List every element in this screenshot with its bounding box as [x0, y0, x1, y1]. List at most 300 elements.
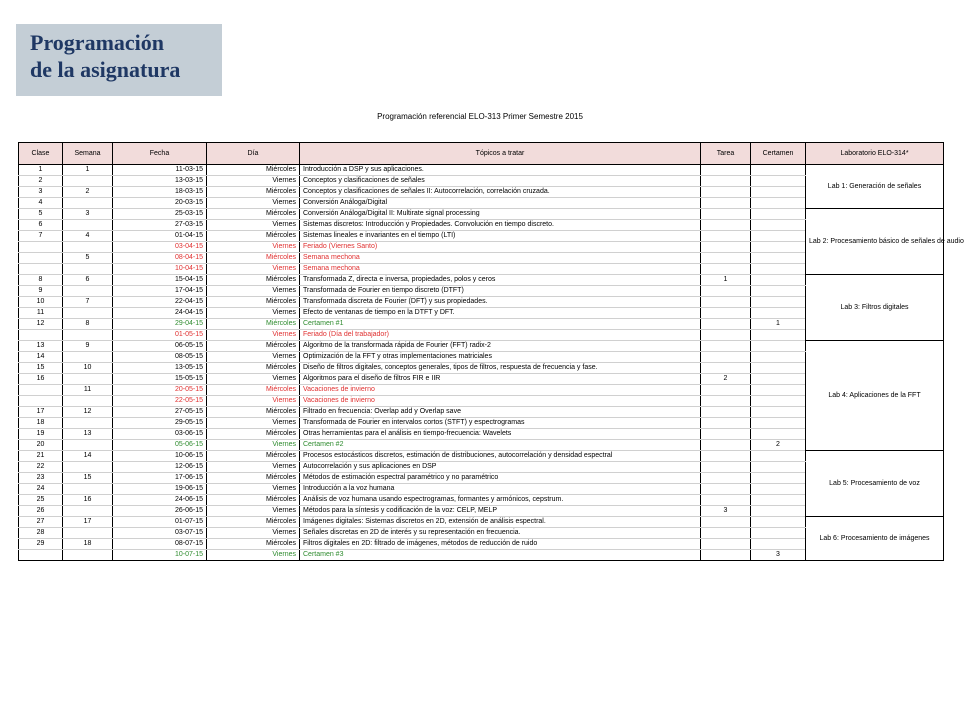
- row-clase: 18: [19, 418, 63, 429]
- row-certamen: [751, 363, 806, 374]
- row-dia: Viernes: [207, 440, 300, 451]
- table-row: [19, 517, 944, 528]
- row-semana: [63, 198, 113, 209]
- row-certamen: [751, 220, 806, 231]
- table-row: [19, 253, 944, 264]
- row-certamen: 3: [751, 550, 806, 561]
- row-certamen: [751, 418, 806, 429]
- row-tarea: [701, 429, 751, 440]
- row-dia: Viernes: [207, 198, 300, 209]
- row-dia: Viernes: [207, 506, 300, 517]
- row-tarea: [701, 231, 751, 242]
- row-clase: 4: [19, 198, 63, 209]
- row-semana: [63, 374, 113, 385]
- table-row: [19, 462, 944, 473]
- table-row: [19, 220, 944, 231]
- row-dia: Viernes: [207, 374, 300, 385]
- row-tarea: [701, 330, 751, 341]
- table-row: [19, 231, 944, 242]
- row-clase: [19, 264, 63, 275]
- row-semana: [63, 220, 113, 231]
- row-topico: Métodos de estimación espectral paramétrico y no paramétrico: [300, 473, 701, 484]
- row-dia: Miércoles: [207, 231, 300, 242]
- row-clase: 23: [19, 473, 63, 484]
- row-topico: Diseño de filtros digitales, conceptos generales, tipos de filtros, respuesta de frecuencia y fase.: [300, 363, 701, 374]
- row-dia: Miércoles: [207, 319, 300, 330]
- row-fecha: 08-04-15: [113, 253, 207, 264]
- row-semana: [63, 352, 113, 363]
- row-certamen: [751, 308, 806, 319]
- row-topico: Sistemas discretos: Introducción y Propiedades. Convolución en tiempo discreto.: [300, 220, 701, 231]
- row-clase: 9: [19, 286, 63, 297]
- row-topico: Transformada Z, directa e inversa, propiedades, polos y ceros: [300, 275, 701, 286]
- row-topico: Filtrado en frecuencia: Overlap add y Overlap save: [300, 407, 701, 418]
- row-clase: 8: [19, 275, 63, 286]
- row-clase: 27: [19, 517, 63, 528]
- row-clase: [19, 385, 63, 396]
- row-tarea: [701, 407, 751, 418]
- row-clase: [19, 242, 63, 253]
- row-clase: [19, 253, 63, 264]
- row-tarea: [701, 418, 751, 429]
- row-certamen: [751, 374, 806, 385]
- row-semana: 15: [63, 473, 113, 484]
- row-topico: Procesos estocásticos discretos, estimación de distribuciones, autocorrelación y densidad espectral: [300, 451, 701, 462]
- header-tarea: Tarea: [701, 143, 751, 165]
- row-tarea: [701, 484, 751, 495]
- header-fecha: Fecha: [113, 143, 207, 165]
- row-clase: 16: [19, 374, 63, 385]
- table-row: [19, 374, 944, 385]
- row-semana: 12: [63, 407, 113, 418]
- row-fecha: 01-07-15: [113, 517, 207, 528]
- row-certamen: [751, 407, 806, 418]
- row-certamen: [751, 539, 806, 550]
- row-semana: 13: [63, 429, 113, 440]
- row-topico: Algoritmos para el diseño de filtros FIR e IIR: [300, 374, 701, 385]
- row-dia: Viernes: [207, 308, 300, 319]
- row-topico: Métodos para la síntesis y codificación de la voz: CELP, MELP: [300, 506, 701, 517]
- row-certamen: 2: [751, 440, 806, 451]
- row-topico: Transformada de Fourier en intervalos cortos (STFT) y espectrogramas: [300, 418, 701, 429]
- row-fecha: 15-05-15: [113, 374, 207, 385]
- row-semana: [63, 396, 113, 407]
- table-row: [19, 440, 944, 451]
- row-certamen: [751, 473, 806, 484]
- row-fecha: 10-04-15: [113, 264, 207, 275]
- row-tarea: [701, 341, 751, 352]
- row-tarea: [701, 517, 751, 528]
- table-row: [19, 176, 944, 187]
- row-tarea: [701, 198, 751, 209]
- table-row: [19, 209, 944, 220]
- table-row: [19, 363, 944, 374]
- row-certamen: [751, 176, 806, 187]
- row-semana: 16: [63, 495, 113, 506]
- row-certamen: [751, 330, 806, 341]
- title-box: [16, 24, 222, 96]
- table-row: [19, 495, 944, 506]
- row-tarea: [701, 242, 751, 253]
- header-topicos: Tópicos a tratar: [300, 143, 701, 165]
- row-dia: Miércoles: [207, 407, 300, 418]
- table-row: [19, 308, 944, 319]
- row-topico: Certamen #1: [300, 319, 701, 330]
- row-tarea: [701, 165, 751, 176]
- row-tarea: [701, 176, 751, 187]
- row-semana: 5: [63, 253, 113, 264]
- table-row: [19, 396, 944, 407]
- row-topico: Certamen #2: [300, 440, 701, 451]
- row-topico: Conceptos y clasificaciones de señales II: Autocorrelación, correlación cruzada.: [300, 187, 701, 198]
- row-dia: Miércoles: [207, 495, 300, 506]
- row-clase: 3: [19, 187, 63, 198]
- row-tarea: [701, 286, 751, 297]
- row-fecha: 22-04-15: [113, 297, 207, 308]
- row-dia: Viernes: [207, 264, 300, 275]
- row-certamen: [751, 385, 806, 396]
- row-fecha: 17-06-15: [113, 473, 207, 484]
- row-certamen: [751, 396, 806, 407]
- lab-cell: Lab 3: Filtros digitales: [806, 275, 944, 341]
- lab-cell: Lab 6: Procesamiento de imágenes: [806, 517, 944, 561]
- row-topico: Feriado (Viernes Santo): [300, 242, 701, 253]
- row-tarea: [701, 220, 751, 231]
- row-fecha: 26-06-15: [113, 506, 207, 517]
- row-dia: Miércoles: [207, 253, 300, 264]
- lab-cell: Lab 2: Procesamiento básico de señales de audio: [806, 209, 944, 275]
- row-fecha: 29-05-15: [113, 418, 207, 429]
- row-certamen: [751, 242, 806, 253]
- row-clase: 29: [19, 539, 63, 550]
- row-fecha: 22-05-15: [113, 396, 207, 407]
- row-certamen: [751, 495, 806, 506]
- row-fecha: 24-04-15: [113, 308, 207, 319]
- table-row: [19, 165, 944, 176]
- row-topico: Semana mechona: [300, 264, 701, 275]
- row-fecha: 03-04-15: [113, 242, 207, 253]
- row-tarea: 3: [701, 506, 751, 517]
- row-certamen: 1: [751, 319, 806, 330]
- row-clase: [19, 396, 63, 407]
- table-row: [19, 242, 944, 253]
- row-certamen: [751, 286, 806, 297]
- row-dia: Viernes: [207, 484, 300, 495]
- row-tarea: [701, 440, 751, 451]
- table-row: [19, 198, 944, 209]
- row-semana: [63, 330, 113, 341]
- row-fecha: 15-04-15: [113, 275, 207, 286]
- row-topico: Introducción a la voz humana: [300, 484, 701, 495]
- table-row: [19, 539, 944, 550]
- row-fecha: 17-04-15: [113, 286, 207, 297]
- table-row: [19, 550, 944, 561]
- row-dia: Miércoles: [207, 275, 300, 286]
- row-topico: Feriado (Día del trabajador): [300, 330, 701, 341]
- row-certamen: [751, 506, 806, 517]
- row-clase: 22: [19, 462, 63, 473]
- row-dia: Miércoles: [207, 429, 300, 440]
- row-semana: 1: [63, 165, 113, 176]
- lab-cell: Lab 4: Aplicaciones de la FFT: [806, 341, 944, 451]
- row-fecha: 06-05-15: [113, 341, 207, 352]
- row-fecha: 24-06-15: [113, 495, 207, 506]
- row-topico: Imágenes digitales: Sistemas discretos en 2D, extensión de análisis espectral.: [300, 517, 701, 528]
- table-row: [19, 418, 944, 429]
- table-row: [19, 385, 944, 396]
- row-dia: Miércoles: [207, 341, 300, 352]
- row-clase: 5: [19, 209, 63, 220]
- table-row: [19, 407, 944, 418]
- row-tarea: [701, 550, 751, 561]
- row-fecha: 25-03-15: [113, 209, 207, 220]
- row-topico: Análisis de voz humana usando espectrogramas, formantes y armónicos, cepstrum.: [300, 495, 701, 506]
- row-dia: Miércoles: [207, 187, 300, 198]
- row-semana: 10: [63, 363, 113, 374]
- row-fecha: 18-03-15: [113, 187, 207, 198]
- row-dia: Miércoles: [207, 517, 300, 528]
- row-dia: Viernes: [207, 528, 300, 539]
- lab-cell: Lab 5: Procesamiento de voz: [806, 451, 944, 517]
- row-tarea: [701, 462, 751, 473]
- table-row: [19, 341, 944, 352]
- row-fecha: 20-03-15: [113, 198, 207, 209]
- row-fecha: 08-05-15: [113, 352, 207, 363]
- row-dia: Miércoles: [207, 385, 300, 396]
- row-fecha: 27-03-15: [113, 220, 207, 231]
- row-semana: [63, 242, 113, 253]
- row-topico: Certamen #3: [300, 550, 701, 561]
- row-tarea: [701, 473, 751, 484]
- row-clase: 15: [19, 363, 63, 374]
- row-certamen: [751, 429, 806, 440]
- row-tarea: [701, 451, 751, 462]
- row-clase: 20: [19, 440, 63, 451]
- row-semana: 2: [63, 187, 113, 198]
- row-tarea: [701, 264, 751, 275]
- row-tarea: [701, 495, 751, 506]
- row-topico: Introducción a DSP y sus aplicaciones.: [300, 165, 701, 176]
- row-topico: Transformada de Fourier en tiempo discreto (DTFT): [300, 286, 701, 297]
- table-row: [19, 473, 944, 484]
- row-topico: Transformada discreta de Fourier (DFT) y sus propiedades.: [300, 297, 701, 308]
- row-clase: 12: [19, 319, 63, 330]
- table-row: [19, 297, 944, 308]
- row-clase: 6: [19, 220, 63, 231]
- header-laboratorio: Laboratorio ELO-314*: [806, 143, 944, 165]
- row-certamen: [751, 198, 806, 209]
- row-tarea: [701, 187, 751, 198]
- row-dia: Viernes: [207, 462, 300, 473]
- row-dia: Miércoles: [207, 451, 300, 462]
- row-topico: Conversión Análoga/Digital II: Multirate signal processing: [300, 209, 701, 220]
- row-clase: 2: [19, 176, 63, 187]
- row-topico: Efecto de ventanas de tiempo en la DTFT y DFT.: [300, 308, 701, 319]
- row-clase: 10: [19, 297, 63, 308]
- row-fecha: 12-06-15: [113, 462, 207, 473]
- row-dia: Miércoles: [207, 363, 300, 374]
- row-fecha: 08-07-15: [113, 539, 207, 550]
- row-tarea: [701, 352, 751, 363]
- title-line-2: de la asignatura: [30, 57, 181, 82]
- table-row: [19, 187, 944, 198]
- row-dia: Miércoles: [207, 539, 300, 550]
- row-dia: Viernes: [207, 396, 300, 407]
- row-topico: Conceptos y clasificaciones de señales: [300, 176, 701, 187]
- row-clase: 25: [19, 495, 63, 506]
- row-tarea: [701, 396, 751, 407]
- row-semana: [63, 418, 113, 429]
- row-fecha: 01-04-15: [113, 231, 207, 242]
- table-row: [19, 275, 944, 286]
- row-fecha: 11-03-15: [113, 165, 207, 176]
- row-semana: 9: [63, 341, 113, 352]
- row-certamen: [751, 187, 806, 198]
- row-clase: 26: [19, 506, 63, 517]
- row-tarea: [701, 385, 751, 396]
- row-certamen: [751, 275, 806, 286]
- row-topico: Algoritmo de la transformada rápida de Fourier (FFT) radix-2: [300, 341, 701, 352]
- table-row: [19, 264, 944, 275]
- row-certamen: [751, 484, 806, 495]
- row-clase: 1: [19, 165, 63, 176]
- row-semana: 17: [63, 517, 113, 528]
- row-semana: [63, 462, 113, 473]
- row-fecha: 13-05-15: [113, 363, 207, 374]
- row-semana: [63, 550, 113, 561]
- row-tarea: [701, 319, 751, 330]
- row-tarea: [701, 539, 751, 550]
- row-topico: Autocorrelación y sus aplicaciones en DSP: [300, 462, 701, 473]
- row-semana: 4: [63, 231, 113, 242]
- schedule-body: [19, 165, 964, 561]
- table-row: [19, 429, 944, 440]
- row-semana: [63, 308, 113, 319]
- row-dia: Viernes: [207, 550, 300, 561]
- row-dia: Viernes: [207, 220, 300, 231]
- row-tarea: [701, 363, 751, 374]
- row-certamen: [751, 297, 806, 308]
- row-fecha: 20-05-15: [113, 385, 207, 396]
- row-dia: Viernes: [207, 242, 300, 253]
- row-tarea: 2: [701, 374, 751, 385]
- row-certamen: [751, 352, 806, 363]
- schedule-table: [18, 142, 964, 561]
- row-topico: Vacaciones de invierno: [300, 396, 701, 407]
- row-tarea: [701, 297, 751, 308]
- row-fecha: 10-07-15: [113, 550, 207, 561]
- lab-cell: Lab 1: Generación de señales: [806, 165, 944, 209]
- table-row: [19, 451, 944, 462]
- row-semana: [63, 484, 113, 495]
- row-tarea: [701, 253, 751, 264]
- row-fecha: 05-06-15: [113, 440, 207, 451]
- row-semana: [63, 506, 113, 517]
- row-dia: Miércoles: [207, 473, 300, 484]
- row-dia: Miércoles: [207, 165, 300, 176]
- header-dia: Día: [207, 143, 300, 165]
- row-clase: 24: [19, 484, 63, 495]
- row-clase: 7: [19, 231, 63, 242]
- row-certamen: [751, 209, 806, 220]
- row-certamen: [751, 231, 806, 242]
- table-row: [19, 528, 944, 539]
- row-semana: [63, 176, 113, 187]
- row-topico: Semana mechona: [300, 253, 701, 264]
- row-fecha: 03-07-15: [113, 528, 207, 539]
- header-clase: Clase: [19, 143, 63, 165]
- row-semana: [63, 440, 113, 451]
- row-semana: 18: [63, 539, 113, 550]
- row-clase: [19, 550, 63, 561]
- table-row: [19, 330, 944, 341]
- row-certamen: [751, 451, 806, 462]
- row-tarea: [701, 528, 751, 539]
- row-semana: 7: [63, 297, 113, 308]
- title-line-1: Programación: [30, 30, 165, 55]
- row-topico: Conversión Análoga/Digital: [300, 198, 701, 209]
- row-fecha: 10-06-15: [113, 451, 207, 462]
- row-clase: 21: [19, 451, 63, 462]
- row-dia: Miércoles: [207, 297, 300, 308]
- row-dia: Miércoles: [207, 209, 300, 220]
- row-tarea: [701, 308, 751, 319]
- row-certamen: [751, 462, 806, 473]
- row-certamen: [751, 264, 806, 275]
- row-certamen: [751, 341, 806, 352]
- row-semana: [63, 264, 113, 275]
- row-semana: 8: [63, 319, 113, 330]
- row-dia: Viernes: [207, 286, 300, 297]
- row-fecha: 19-06-15: [113, 484, 207, 495]
- row-topico: Señales discretas en 2D de interés y su representación en frecuencia.: [300, 528, 701, 539]
- row-dia: Viernes: [207, 352, 300, 363]
- row-certamen: [751, 517, 806, 528]
- row-clase: 11: [19, 308, 63, 319]
- row-dia: Viernes: [207, 176, 300, 187]
- table-header-row: [19, 143, 944, 165]
- row-clase: 17: [19, 407, 63, 418]
- row-dia: Viernes: [207, 330, 300, 341]
- row-semana: [63, 286, 113, 297]
- table-caption: Programación referencial ELO-313 Primer Semestre 2015: [377, 112, 583, 121]
- row-fecha: 27-05-15: [113, 407, 207, 418]
- row-fecha: 13-03-15: [113, 176, 207, 187]
- row-certamen: [751, 253, 806, 264]
- row-topico: Vacaciones de invierno: [300, 385, 701, 396]
- table-row: [19, 352, 944, 363]
- row-clase: [19, 330, 63, 341]
- row-clase: 19: [19, 429, 63, 440]
- row-certamen: [751, 528, 806, 539]
- row-topico: Otras herramientas para el análisis en tiempo-frecuencia: Wavelets: [300, 429, 701, 440]
- row-semana: 14: [63, 451, 113, 462]
- row-clase: 13: [19, 341, 63, 352]
- row-certamen: [751, 165, 806, 176]
- row-topico: Filtros digitales en 2D: filtrado de imágenes, métodos de reducción de ruido: [300, 539, 701, 550]
- row-fecha: 03-06-15: [113, 429, 207, 440]
- row-clase: 14: [19, 352, 63, 363]
- row-fecha: 01-05-15: [113, 330, 207, 341]
- table-row: [19, 319, 944, 330]
- row-semana: 11: [63, 385, 113, 396]
- row-topico: Optimización de la FFT y otras implementaciones matriciales: [300, 352, 701, 363]
- table-row: [19, 484, 944, 495]
- row-dia: Viernes: [207, 418, 300, 429]
- table-row: [19, 286, 944, 297]
- row-tarea: [701, 209, 751, 220]
- row-tarea: 1: [701, 275, 751, 286]
